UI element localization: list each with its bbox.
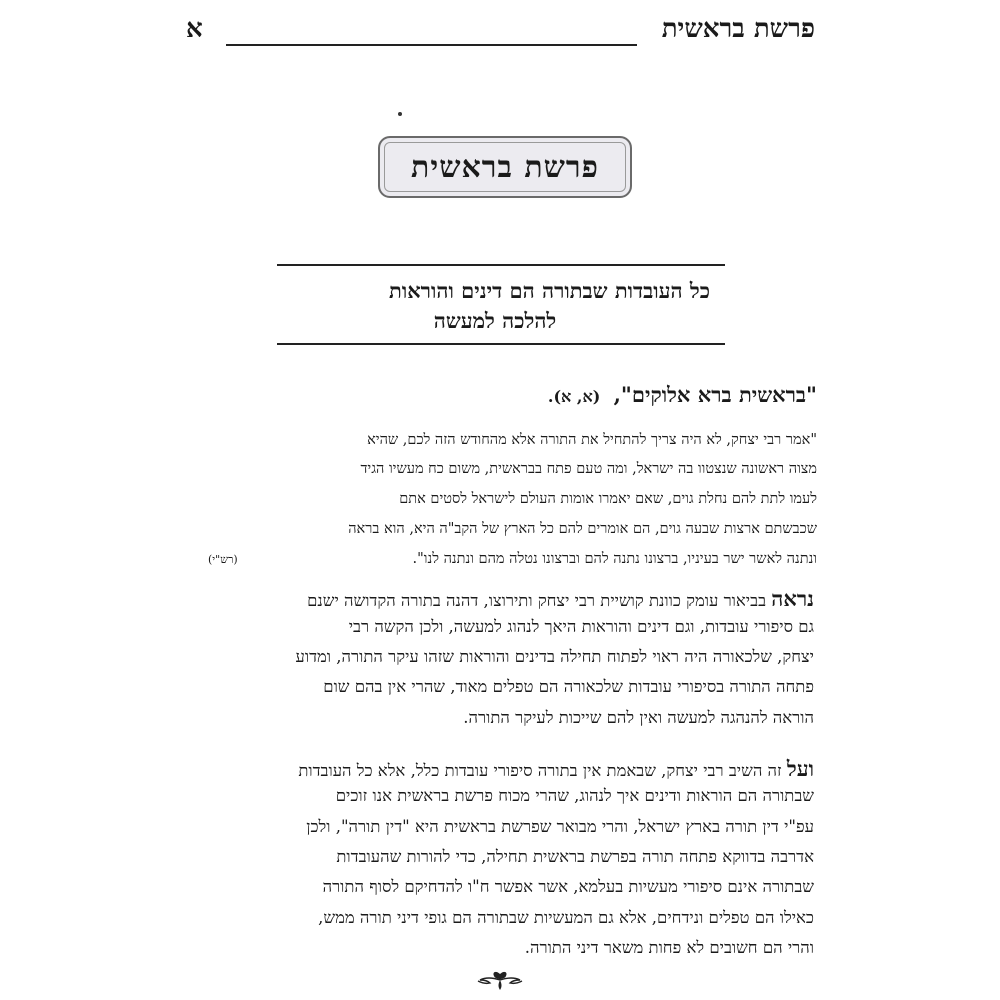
paragraph-1-lead-word: נראה [771, 586, 814, 611]
section-heading-bottom-rule [277, 343, 725, 345]
rashi-quote-line: מצוה ראשונה שנצטוו בה ישראל, ומה טעם פתח בבראשית, משום כח מעשיו הגיד [360, 461, 817, 477]
verse-reference: (א, א). [547, 387, 601, 406]
rashi-quote-line: "אמר רבי יצחק, לא היה צריך להתחיל את התורה אלא מהחודש הזה לכם, שהיא [367, 432, 817, 448]
verse-text: "בראשית ברא אלוקים", [613, 382, 817, 407]
paragraph-2-line: אדרבה בדווקא פתחה תורה בפרשת בראשית תחילה, כדי להורות שהעובדות [336, 847, 814, 866]
rashi-quote-line: לעמו לתת להם נחלת גוים, שאם יאמרו אומות העולם לישראל לסטים אתם [399, 491, 817, 507]
rashi-quote-line: שכבשתם ארצות שבעה גוים, הם אומרים להם כל הארץ של הקב"ה היא, הוא בראה [348, 521, 817, 537]
section-heading-line-2: להלכה למעשה [433, 308, 557, 333]
section-heading-line-1: כל העובדות שבתורה הם דינים והוראות [389, 278, 710, 303]
paragraph-1-line: הוראה להנהגה למעשה ואין להם שייכות לעיקר התורה. [463, 708, 814, 727]
paragraph-2-line: והרי הם חשובים לא פחות משאר דיני התורה. [524, 938, 814, 957]
paragraph-1-line [194, 586, 814, 612]
paragraph-2-line: כאילו הם טפלים ונידחים, אלא גם המעשיות שבתורה הם גופי דיני תורה ממש, [318, 908, 814, 927]
verse-quote [548, 382, 817, 408]
paragraph-2-line-text: זה השיב רבי יצחק, שבאמת אין בתורה סיפורי עובדות כלל, אלא כל העובדות [298, 761, 782, 780]
paragraph-1-line: גם סיפורי עובדות, וגם דינים והוראות היאך לנהוג למעשה, ולכן הקשה רבי [348, 617, 814, 636]
running-header [186, 14, 815, 50]
parasha-title-plate [378, 136, 632, 198]
paragraph-1-line: יצחק, שלכאורה היה ראוי לפתוח תחילה בדינים והוראות שזהו עיקר התורה, ומדוע [295, 647, 814, 666]
fleuron-ornament-icon [470, 968, 530, 992]
page-number: א [186, 14, 203, 44]
paragraph-2-line: שבתורה אינם סיפורי מעשיות בעלמא, אשר אפשר ח"ו להדחיקם לסוף התורה [322, 877, 814, 896]
paragraph-1-line: פתחה התורה בסיפורי עובדות שלכאורה הם טפלים מאוד, שהרי אין בהם שום [323, 677, 814, 696]
paragraph-2-line [194, 756, 814, 782]
rashi-quote-line: ונתנה לאשר ישר בעיניו, ברצונו נתנה להם וברצונו נטלה מהם ונתנה לנו". [412, 551, 817, 567]
paragraph-1-line-text: בביאור עומק כוונת קושיית רבי יצחק ותירוצו, דהנה בתורה הקדושה ישנם [307, 591, 767, 610]
running-header-rule [226, 44, 637, 46]
paragraph-2-lead-word: ועל [786, 756, 814, 781]
rashi-source: (רש"י) [208, 553, 238, 566]
running-header-title: פרשת בראשית [661, 14, 815, 44]
paragraph-2-line: שבתורה הם הוראות ודינים איך לנהוג, שהרי מכוח פרשת בראשית אנו זוכים [335, 786, 814, 805]
parasha-title: פרשת בראשית [411, 149, 599, 185]
decorative-dot [398, 112, 402, 116]
section-heading-top-rule [277, 264, 725, 266]
paragraph-2-line: עפ"י דין תורה בארץ ישראל, והרי מבואר שפרשת בראשית היא "דין תורה", ולכן [306, 817, 814, 836]
